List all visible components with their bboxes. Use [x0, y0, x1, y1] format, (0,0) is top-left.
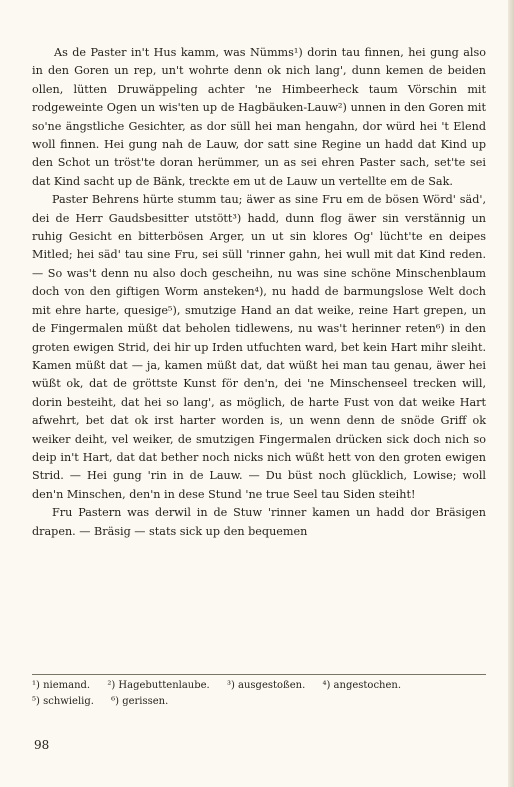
footnote-3: ³) ausgestoßen. — [226, 680, 306, 691]
footnote-4: ⁴) angestochen. — [322, 680, 402, 691]
footnote-2: ²) Hagebuttenlaube. — [107, 680, 210, 691]
paragraph-1: As de Paster in't Hus kamm, was Nümms¹) dorin tau finnen, hei gung also in den Goren un rep, un't wohrte denn ok nich lang', dunn kemen de beiden ollen, lütten Druwäppeling achter 'ne Himbeerheck taum Vörschin mit rodgeweinte Ogen un wis'ten up de Hagbäuken-Lauw²) unnen in den Goren mit so'ne ängstliche Gesichter, as dor süll hei man hengahn, dor würd hei 't Elend woll finnen. Hei gung nah de Lauw, dor satt sine Regine un hadd dat Kind up den Schot un tröst'te doran herümmer, un as sei ehren Paster sach, set'te sei dat Kind sacht up de Bänk, treckte em ut de Lauw un vertellte em de Sak. — [32, 46, 486, 188]
footnote-6: ⁶) gerissen. — [111, 696, 169, 707]
page-edge-shadow — [508, 0, 514, 787]
footnote-line — [32, 694, 486, 710]
paragraph-3: Fru Pastern was derwil in de Stuw 'rinner kamen un hadd dor Bräsigen drapen. — Bräsig — stats sick up den bequemen — [32, 506, 486, 538]
footnote-5: ⁵) schwielig. — [32, 696, 94, 707]
footnote-1: ¹) niemand. — [32, 680, 91, 691]
footnote-line — [32, 678, 486, 694]
body-text — [32, 44, 486, 541]
paragraph-2: Paster Behrens hürte stumm tau; äwer as sine Fru em de bösen Wörd' säd', dei de Herr Gaudsbesitter utstött³) hadd, dunn flog äwer sin verstännig un ruhig Gesicht en bitterbösen Arger, un ut sin klores Og' lücht'te en deipes Mitled; hei säd' tau sine Fru, sei süll 'rinner gahn, hei wull mit dat Kind reden. — So was't denn nu also doch gescheihn, nu was sine schöne Minschenblaum doch von den giftigen Worm ansteken⁴), nu hadd de barmungslose Welt doch mit ehre harte, quesige⁵), smutzige Hand an dat weike, reine Hart grepen, un de Fingermalen müßt dat beholen tidlewens, nu was't herinner reten⁶) in den groten ewigen Strid, dei hir up Irden utfuchten ward, bet kein Hart mihr sleiht. Kamen müßt dat — ja, kamen müßt dat, dat wüßt hei man tau genau, äwer hei wüßt ok, dat de gröttste Kunst för den'n, dei 'ne Minschenseel trecken will, dorin besteiht, dat hei so lang', as möglich, de harte Fust von dat weike Hart afwehrt, bet dat ok irst harter worden is, un wenn denn de snöde Griff ok weiker deiht, vel weiker, de smutzigen Fingermalen drücken sick doch nich so deip in't Hart, dat dat bether noch nicks nich wüßt hett von den groten ewigen Strid. — Hei gung 'rin in de Lauw. — Du büst noch glücklich, Lowise; woll den'n Minschen, den'n in dese Stund 'ne true Seel tau Siden steiht! — [32, 193, 486, 501]
page-number: 98 — [34, 738, 50, 752]
footnotes — [32, 674, 486, 710]
